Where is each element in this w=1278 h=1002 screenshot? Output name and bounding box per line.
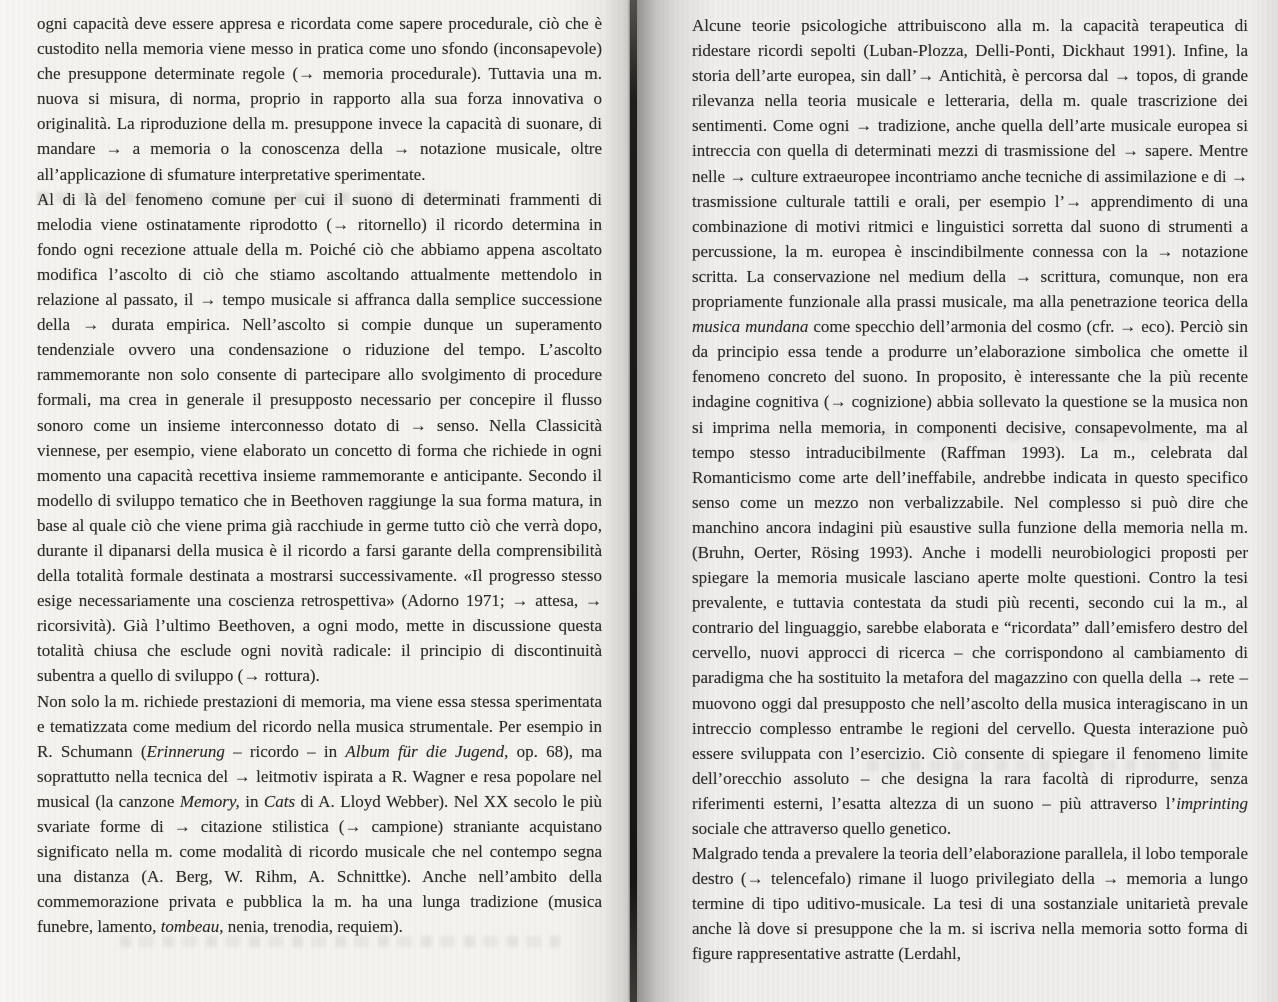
paragraph — [692, 841, 1248, 966]
italic-text-run: Album für die Jugend — [345, 741, 505, 761]
text-run: in — [239, 791, 264, 811]
text-run: , nenia, trenodia, requiem). — [219, 917, 403, 937]
page-right-text — [692, 13, 1248, 967]
text-run: Alcune teorie psicologiche attribuiscono alla m. la capacità terapeutica di ridestare ricordi sepolti (Luban-Plozza, Delli-Ponti, Dickhaut 1991). Infine, la storia dell’arte europea, sin dall’→ Antichità, è percorsa dal → topos, di grande rilevanza nella teoria musicale e letteraria, della m. quale trascrizione dei sentimenti. Come ogni → tradizione, anche quella dell’arte musicale europea si intreccia con quella di determinati mezzi di trasmissione del → sapere. Mentre nelle → culture extraeuropee incontriamo anche tecniche di assimilazione e di → trasmissione culturale tattili e orali, per esempio l’→ apprendimento di una combinazione di motivi ritmici e linguistici sorretta dal suono di strumenti a percussione, la m. europea è inscindibilmente connessa con la → notazione scritta. La conservazione nel medium della → scrittura, comunque, non era propriamente funzionale alla prassi musicale, ma alla penetrazione teorica della — [692, 16, 1248, 312]
text-run: Non solo la m. richiede prestazioni di memoria, ma viene essa stessa sperimentata e tematizzata come medium del ricordo nella musica strumentale. Per esempio in R. Schumann ( — [37, 691, 602, 761]
book-spine-gutter — [630, 0, 637, 1002]
page-right — [637, 0, 1278, 1002]
page-left-text — [37, 11, 602, 939]
paragraph — [37, 689, 602, 940]
text-run: di A. Lloyd Webber). Nel XX secolo le più svariate forme di → citazione stilistica (→ campione) straniante acquistano significato nella m. come modalità di ricordo musicale che nel contempo segna una distanza (A. Berg, W. Rihm, A. Schnittke). Anche nell’ambito della commemorazione privata e pubblica la m. ha una lunga tradizione (musica funebre, lamento, — [37, 791, 602, 937]
italic-text-run: musica mundana — [692, 317, 809, 337]
text-run: , op. 68), ma soprattutto nella tecnica del → leitmotiv ispirata a R. Wagner e resa popolare nel musical (la canzone — [37, 741, 602, 811]
paragraph — [37, 187, 602, 689]
italic-text-run: tombeau — [160, 917, 220, 937]
text-run: sociale che attraverso quello genetico. — [692, 819, 952, 838]
paragraph — [37, 11, 602, 187]
paragraph — [692, 13, 1248, 841]
text-run: come specchio dell’armonia del cosmo (cfr. → eco). Perciò sin da principio essa tende a produrre un’elaborazione simbolica che omette il fenomeno concreto del suono. In proposito, è interessante che la più recente indagine cognitiva (→ cognizione) abbia sollevato la questione se la musica non si imprima nella memoria, in componenti decisive, consapevolmente, ma al tempo stesso intraducibilmente (Raffman 1993). La m., celebrata dal Romanticismo come arte dell’ineffabile, andrebbe indicata in questo specifico senso come un mezzo non verbalizzabile. Nel complesso si può dire che manchino ancora indagini più esaustive sulla funzione della memoria nella m. (Bruhn, Oerter, Rösing 1993). Anche i modelli neurobiologici proposti per spiegare la memoria musicale lasciano aperte molte questioni. Contro la tesi prevalente, e tuttavia contestata da studi più recenti, secondo cui la m., al contrario del linguaggio, sarebbe elaborata e “ricordata” dall’emisfero destro del cervello, nuovi approcci di ricerca – che corrispondono al cambiamento di paradigma che ha sostituito la metafora del magazzino con quella della → rete – muovono oggi dal presupposto che nell’ascolto della musica interagiscano in un intreccio complesso entrambe le regioni del cervello. Questa interazione può essere sviluppata con l’esercizio. Ciò consente di spiegare il fenomeno limite dell’orecchio assoluto – che designa la rara facoltà di riprodurre, senza riferimenti esterni, l’esatta altezza di un suono – più attraverso l’ — [692, 317, 1248, 813]
italic-text-run: imprinting — [1176, 793, 1248, 813]
italic-text-run: Memory, — [179, 791, 240, 811]
italic-text-run: Erinnerung — [146, 741, 225, 761]
page-left — [0, 0, 630, 1002]
text-run: Malgrado tenda a prevalere la teoria dell’elaborazione parallela, il lobo temporale destro (→ telencefalo) rimane il luogo privilegiato della → memoria a lungo termine di tipo uditivo-musicale. La tesi di una sostanziale unitarietà prevale anche là dove si presuppone che la m. si iscriva nella memoria sotto forma di figure rappresentative astratte (Lerdahl, — [692, 844, 1248, 964]
italic-text-run: Cats — [263, 791, 296, 811]
text-run: – ricordo – in — [224, 741, 346, 761]
text-run: ogni capacità deve essere appresa e ricordata come sapere procedurale, ciò che è custodito nella memoria viene messo in pratica come uno sfondo (inconsapevole) che presuppone determinate regole (→ memoria procedurale). Tuttavia una m. nuova si misura, di norma, proprio in rapporto alla sua forza innovativa o originalità. La riproduzione della m. presuppone invece la capacità di suonare, di mandare → a memoria o la conoscenza della → notazione musicale, oltre all’applicazione di sfumature interpretative sperimentate. — [37, 14, 602, 184]
text-run: Al di là del fenomeno comune per cui il suono di determinati frammenti di melodia viene ostinatamente riprodotto (→ ritornello) il ricordo determina in fondo ogni recezione attuale della m. Poiché ciò che abbiamo appena ascoltato modifica l’ascolto di ciò che stiamo ascoltando attualmente mettendolo in relazione al passato, il → tempo musicale si affranca dalla semplice successione della → durata empirica. Nell’ascolto si compie dunque un superamento tendenziale ovvero una condensazione o riduzione del tempo. L’ascolto rammemorante non solo consente di partecipare allo svolgimento di procedure formali, ma crea in generale il presupposto necessario per concepire il flusso sonoro come un insieme interconnesso dotato di → senso. Nella Classicità viennese, per esempio, viene elaborato un concetto di forma che richiede in ogni momento una capacità recettiva insieme rammemorante e anticipante. Secondo il modello di sviluppo tematico che in Beethoven raggiunge la sua forma matura, in base al quale ciò che viene prima già racchiude in germe tutto ciò che verrà dopo, durante il dipanarsi della musica è il ricordo a farsi garante della comprensibilità della totalità formale destinata a mostrarsi successivamente. «Il progresso stesso esige necessariamente una coscienza retrospettiva» (Adorno 1971; → attesa, → ricorsività). Già l’ultimo Beethoven, a ogni modo, mette in discussione questa totalità chiusa che esclude ogni novità radicale: il principio di discontinuità subentra a quello di sviluppo (→ rottura). — [37, 189, 602, 686]
